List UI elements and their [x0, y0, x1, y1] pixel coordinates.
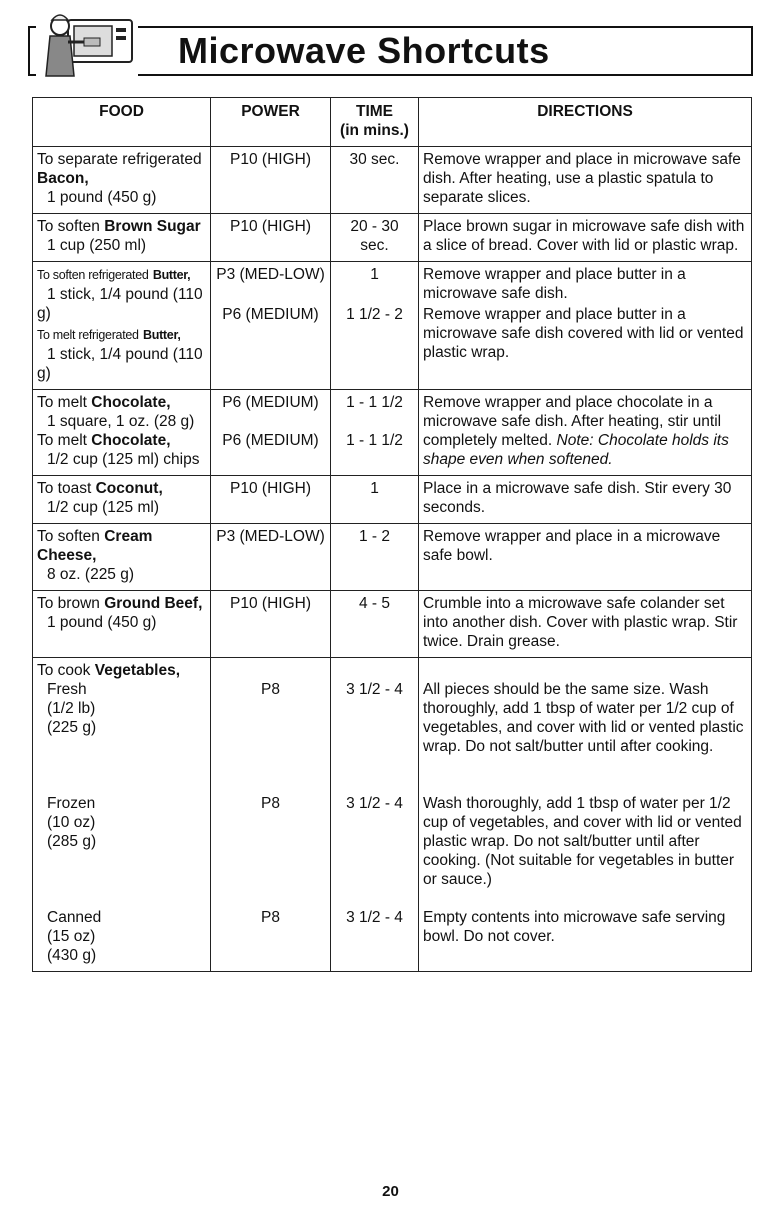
- directions-cell: Remove wrapper and place chocolate in a microwave safe dish. After heating, stir until completely melted. Note: Chocolate holds its shape even when softened.: [419, 390, 752, 476]
- food-cell: To soften Cream Cheese, 8 oz. (225 g): [33, 524, 211, 591]
- column-header-food: FOOD: [33, 98, 211, 147]
- power-cell: P3 (MED-LOW): [211, 524, 331, 591]
- table-row: [33, 591, 752, 658]
- page-number: 20: [382, 1183, 399, 1200]
- column-header-directions: DIRECTIONS: [419, 98, 752, 147]
- table-row: [33, 147, 752, 214]
- table-header-row: [33, 98, 752, 147]
- food-cell: To soften Brown Sugar 1 cup (250 ml): [33, 214, 211, 262]
- food-cell: To melt Chocolate, 1 square, 1 oz. (28 g) To melt Chocolate, 1/2 cup (125 ml) chips: [33, 390, 211, 476]
- table-row: [33, 476, 752, 524]
- time-cell: 1 - 2: [331, 524, 419, 591]
- time-cell: 1 - 1 1/2 1 - 1 1/2: [331, 390, 419, 476]
- power-cell: P8 P8 P8: [211, 658, 331, 972]
- food-cell: To brown Ground Beef, 1 pound (450 g): [33, 591, 211, 658]
- directions-cell: Remove wrapper and place in microwave safe dish. After heating, use a plastic spatula to separate slices.: [419, 147, 752, 214]
- power-cell: P6 (MEDIUM) P6 (MEDIUM): [211, 390, 331, 476]
- power-cell: P10 (HIGH): [211, 147, 331, 214]
- column-header-time: TIME (in mins.): [331, 98, 419, 147]
- food-cell: To separate refrigerated Bacon, 1 pound (450 g): [33, 147, 211, 214]
- food-cell: To toast Coconut, 1/2 cup (125 ml): [33, 476, 211, 524]
- directions-cell: Remove wrapper and place butter in a microwave safe dish. Remove wrapper and place butter in a microwave safe dish covered with lid or vented plastic wrap.: [419, 262, 752, 390]
- page-title: Microwave Shortcuts: [178, 30, 550, 71]
- directions-cell: Place brown sugar in microwave safe dish with a slice of bread. Cover with lid or plastic wrap.: [419, 214, 752, 262]
- table-row: [33, 214, 752, 262]
- chef-illustration-icon: [38, 12, 138, 78]
- directions-cell: All pieces should be the same size. Wash thoroughly, add 1 tbsp of water per 1/2 cup of vegetables, and cover with lid or vented plastic wrap. Do not salt/butter until after cooking. Wash thoroughly, add 1 tbsp of water per 1/2 cup of vegetables, and cover with lid or vented plastic wrap. Do not salt/butter until after cooking. (Not suitable for vegetables in butter or sauce.) Empty contents into microwave safe serving bowl. Do not cover.: [419, 658, 752, 972]
- time-cell: 30 sec.: [331, 147, 419, 214]
- column-header-power: POWER: [211, 98, 331, 147]
- time-cell: 1: [331, 476, 419, 524]
- page-header: [28, 26, 753, 76]
- time-cell: 20 - 30 sec.: [331, 214, 419, 262]
- power-cell: P10 (HIGH): [211, 214, 331, 262]
- time-cell: 4 - 5: [331, 591, 419, 658]
- table-row: [33, 262, 752, 390]
- table-row: [33, 658, 752, 972]
- table-row: [33, 390, 752, 476]
- directions-cell: Crumble into a microwave safe colander set into another dish. Cover with plastic wrap. Stir twice. Drain grease.: [419, 591, 752, 658]
- table-row: [33, 524, 752, 591]
- power-cell: P10 (HIGH): [211, 476, 331, 524]
- shortcuts-table: [32, 97, 752, 972]
- directions-cell: Place in a microwave safe dish. Stir every 30 seconds.: [419, 476, 752, 524]
- directions-cell: Remove wrapper and place in a microwave safe bowl.: [419, 524, 752, 591]
- time-cell: 3 1/2 - 4 3 1/2 - 4 3 1/2 - 4: [331, 658, 419, 972]
- power-cell: P3 (MED-LOW) P6 (MEDIUM): [211, 262, 331, 390]
- food-cell: To cook Vegetables, Fresh (1/2 lb) (225 g) Frozen (10 oz) (285 g) Canned (15 oz) (430 g): [33, 658, 211, 972]
- food-cell: To soften refrigerated Butter, 1 stick, 1/4 pound (110 g) To melt refrigerated Butter, 1 stick, 1/4 pound (110 g): [33, 262, 211, 390]
- power-cell: P10 (HIGH): [211, 591, 331, 658]
- time-cell: 1 1 1/2 - 2: [331, 262, 419, 390]
